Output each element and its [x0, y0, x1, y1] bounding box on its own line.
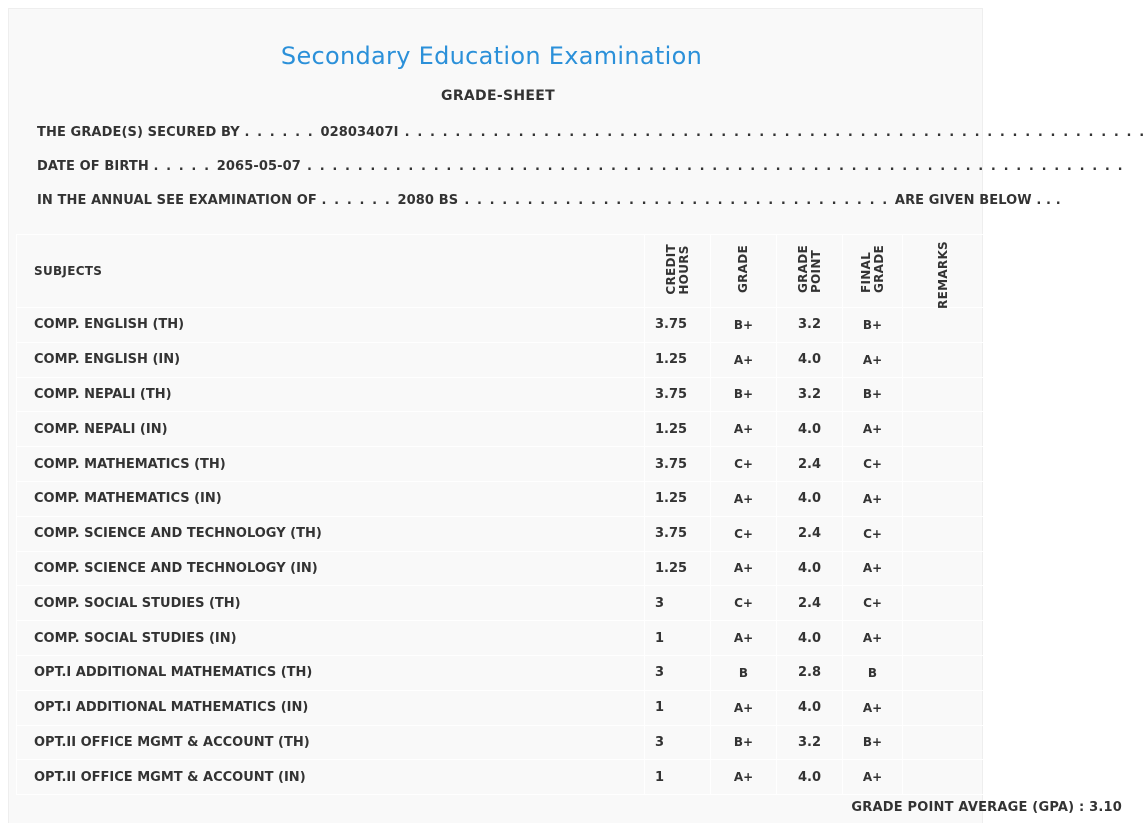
header-final-grade: FINAL GRADE [843, 235, 903, 308]
credit-hours-cell: 1.25 [645, 481, 711, 516]
final-grade-cell: C+ [843, 447, 903, 482]
subject-cell: COMP. MATHEMATICS (TH) [17, 447, 645, 482]
grade-point-cell: 2.4 [777, 586, 843, 621]
dob-label: DATE OF BIRTH [37, 159, 149, 174]
final-grade-cell: A+ [843, 690, 903, 725]
credit-hours-cell: 3.75 [645, 307, 711, 342]
credit-hours-cell: 1.25 [645, 551, 711, 586]
page-subtitle: GRADE-SHEET [441, 88, 555, 104]
grade-point-cell: 2.4 [777, 447, 843, 482]
remarks-cell [903, 725, 984, 760]
table-row [17, 551, 984, 586]
table-row [17, 586, 984, 621]
subject-cell: COMP. SOCIAL STUDIES (IN) [17, 621, 645, 656]
final-grade-cell: C+ [843, 586, 903, 621]
remarks-cell [903, 516, 984, 551]
subject-cell: COMP. NEPALI (TH) [17, 377, 645, 412]
credit-hours-cell: 3 [645, 586, 711, 621]
table-row [17, 621, 984, 656]
grade-cell: A+ [711, 760, 777, 795]
final-grade-cell: B [843, 655, 903, 690]
grade-cell: B [711, 655, 777, 690]
credit-hours-cell: 1.25 [645, 342, 711, 377]
credit-hours-cell: 1 [645, 690, 711, 725]
table-row [17, 377, 984, 412]
table-row [17, 690, 984, 725]
remarks-cell [903, 412, 984, 447]
table-row [17, 760, 984, 795]
header-grade-point: GRADE POINT [777, 235, 843, 308]
grade-cell: C+ [711, 586, 777, 621]
credit-hours-cell: 3 [645, 725, 711, 760]
remarks-cell [903, 655, 984, 690]
dob-value: 2065-05-07 [216, 159, 301, 174]
subject-cell: OPT.I ADDITIONAL MATHEMATICS (TH) [17, 655, 645, 690]
grade-cell: A+ [711, 621, 777, 656]
gpa-summary [851, 800, 1122, 815]
grades-table [16, 234, 984, 795]
credit-hours-cell: 3.75 [645, 377, 711, 412]
subject-cell: COMP. SOCIAL STUDIES (TH) [17, 586, 645, 621]
grade-point-cell: 4.0 [777, 412, 843, 447]
grade-cell: A+ [711, 342, 777, 377]
subject-cell: COMP. ENGLISH (IN) [17, 342, 645, 377]
grade-point-cell: 4.0 [777, 551, 843, 586]
final-grade-cell: A+ [843, 551, 903, 586]
final-grade-cell: C+ [843, 516, 903, 551]
table-row [17, 655, 984, 690]
credit-hours-cell: 3.75 [645, 516, 711, 551]
subject-cell: OPT.I ADDITIONAL MATHEMATICS (IN) [17, 690, 645, 725]
remarks-cell [903, 551, 984, 586]
secured-by-line: THE GRADE(S) SECURED BY . . . . . . 02803407I . . . . . . . . . . . . . . . . . . . . . . . . . . . . . . . . . . . . . . . . . . . . . . . . . . . . . . . . . . . [37, 125, 1146, 140]
remarks-cell [903, 481, 984, 516]
final-grade-cell: B+ [843, 377, 903, 412]
given-below-text: ARE GIVEN BELOW . . . [894, 193, 1061, 208]
symbol-number: 02803407I [320, 125, 399, 140]
credit-hours-cell: 1.25 [645, 412, 711, 447]
table-header-row [17, 235, 984, 308]
exam-year: 2080 BS [397, 193, 459, 208]
grade-point-cell: 4.0 [777, 342, 843, 377]
table-row [17, 307, 984, 342]
grade-point-cell: 3.2 [777, 377, 843, 412]
credit-hours-cell: 1 [645, 760, 711, 795]
grade-cell: C+ [711, 447, 777, 482]
table-row [17, 342, 984, 377]
header-grade: GRADE [711, 235, 777, 308]
grade-cell: B+ [711, 377, 777, 412]
page-title: Secondary Education Examination [280, 42, 703, 70]
subject-cell: COMP. SCIENCE AND TECHNOLOGY (TH) [17, 516, 645, 551]
grade-point-cell: 4.0 [777, 621, 843, 656]
remarks-cell [903, 760, 984, 795]
grade-cell: B+ [711, 307, 777, 342]
subject-cell: OPT.II OFFICE MGMT & ACCOUNT (IN) [17, 760, 645, 795]
table-row [17, 412, 984, 447]
final-grade-cell: A+ [843, 760, 903, 795]
table-row [17, 725, 984, 760]
credit-hours-cell: 3.75 [645, 447, 711, 482]
grade-cell: A+ [711, 690, 777, 725]
table-row [17, 447, 984, 482]
grade-point-cell: 3.2 [777, 307, 843, 342]
final-grade-cell: B+ [843, 725, 903, 760]
final-grade-cell: B+ [843, 307, 903, 342]
grade-point-cell: 4.0 [777, 760, 843, 795]
grade-point-cell: 4.0 [777, 481, 843, 516]
grades-table-body [17, 307, 984, 794]
exam-line: IN THE ANNUAL SEE EXAMINATION OF . . . . . . 2080 BS . . . . . . . . . . . . . . . . . . . . . . . . . . . . . . . . . . ARE GIVEN BELOW . . . [37, 193, 1061, 208]
final-grade-cell: A+ [843, 621, 903, 656]
grade-cell: C+ [711, 516, 777, 551]
final-grade-cell: A+ [843, 342, 903, 377]
grade-cell: A+ [711, 551, 777, 586]
remarks-cell [903, 690, 984, 725]
header-subjects: SUBJECTS [17, 235, 645, 308]
grade-cell: B+ [711, 725, 777, 760]
subject-cell: OPT.II OFFICE MGMT & ACCOUNT (TH) [17, 725, 645, 760]
table-row [17, 481, 984, 516]
grade-point-cell: 4.0 [777, 690, 843, 725]
grade-point-cell: 2.4 [777, 516, 843, 551]
remarks-cell [903, 342, 984, 377]
grade-cell: A+ [711, 412, 777, 447]
credit-hours-cell: 3 [645, 655, 711, 690]
secured-by-label: THE GRADE(S) SECURED BY [37, 125, 240, 140]
subject-cell: COMP. MATHEMATICS (IN) [17, 481, 645, 516]
subject-cell: COMP. SCIENCE AND TECHNOLOGY (IN) [17, 551, 645, 586]
gpa-label: GRADE POINT AVERAGE (GPA) : [851, 800, 1085, 815]
subject-cell: COMP. ENGLISH (TH) [17, 307, 645, 342]
subject-cell: COMP. NEPALI (IN) [17, 412, 645, 447]
remarks-cell [903, 377, 984, 412]
remarks-cell [903, 307, 984, 342]
final-grade-cell: A+ [843, 481, 903, 516]
date-of-birth-line: DATE OF BIRTH . . . . . 2065-05-07 . . . . . . . . . . . . . . . . . . . . . . . . . . . . . . . . . . . . . . . . . . . . . . . . . . . . . . . . . . . . . . . . . [37, 159, 1125, 174]
grade-point-cell: 2.8 [777, 655, 843, 690]
remarks-cell [903, 586, 984, 621]
final-grade-cell: A+ [843, 412, 903, 447]
credit-hours-cell: 1 [645, 621, 711, 656]
exam-label: IN THE ANNUAL SEE EXAMINATION OF [37, 193, 317, 208]
table-row [17, 516, 984, 551]
grade-point-cell: 3.2 [777, 725, 843, 760]
grade-cell: A+ [711, 481, 777, 516]
remarks-cell [903, 447, 984, 482]
remarks-cell [903, 621, 984, 656]
gpa-value: 3.10 [1089, 800, 1122, 815]
header-credit-hours: CREDIT HOURS [645, 235, 711, 308]
header-remarks: REMARKS [903, 235, 984, 308]
